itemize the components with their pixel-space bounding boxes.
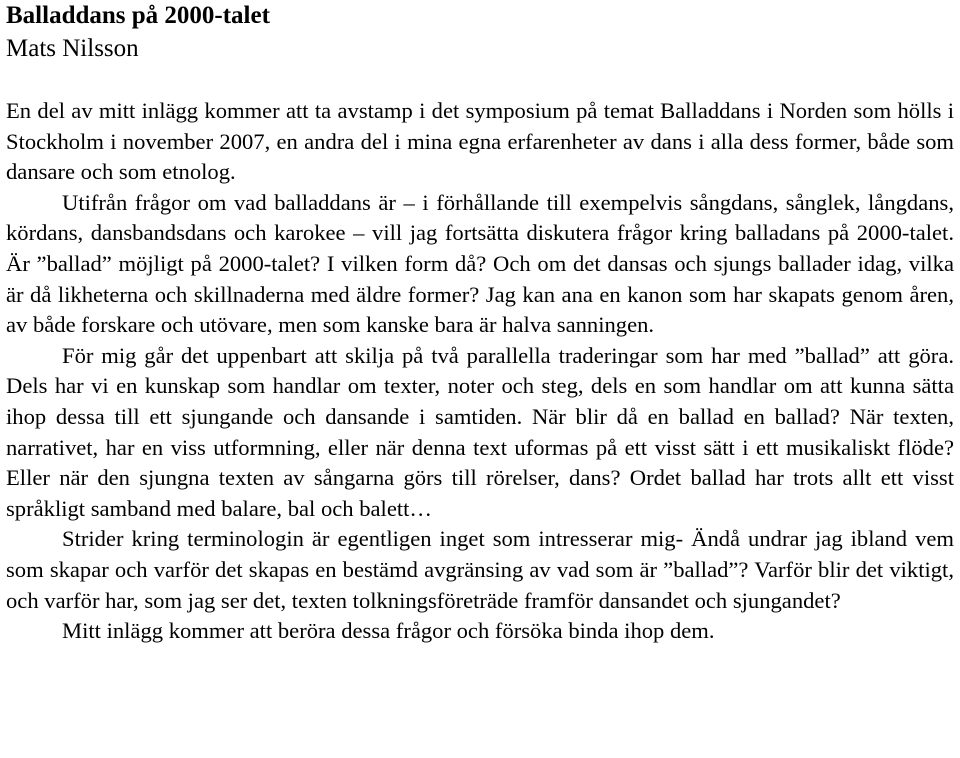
document-author: Mats Nilsson bbox=[6, 35, 139, 62]
document-title: Balladdans på 2000-talet bbox=[6, 2, 270, 29]
spacer bbox=[6, 67, 954, 96]
paragraph-5: Mitt inlägg kommer att beröra dessa frågor och försöka binda ihop dem. bbox=[62, 618, 715, 644]
paragraph-4: Strider kring terminologin är egentligen inget som intresserar mig- Ändå undrar jag ibland vem som skapar och varför det skapas en bestämd avgränsing av vad som är ”ballad”? Varför blir det viktigt, och varför har, som jag ser det, texten tolkningsföreträde framför dansandet och sjungandet? bbox=[6, 526, 954, 613]
document-body bbox=[6, 96, 954, 647]
paragraph-3: För mig går det uppenbart att skilja på två parallella traderingar som har med ”ballad” att göra. Dels har vi en kunskap som handlar om texter, noter och steg, dels en som handlar om att kunna sätta ihop dessa till ett sjungande och dansande i samtiden. När blir då en ballad en ballad? När texten, narrativet, har en viss utformning, eller när denna text uformas på ett visst sätt i ett musikaliskt flöde? Eller när den sjungna texten av sångarna görs till rörelser, dans? Ordet ballad har trots allt ett visst språkligt samband med balare, bal och balett… bbox=[6, 342, 954, 521]
paragraph-1: En del av mitt inlägg kommer att ta avstamp i det symposium på temat Balladdans i Norden som hölls i Stockholm i november 2007, en andra del i mina egna erfarenheter av dans i alla dess former, både som dansare och som etnolog. bbox=[6, 98, 954, 185]
paragraph-2: Utifrån frågor om vad balladdans är – i förhållande till exempelvis sångdans, sånglek, långdans, kördans, dansbandsdans och karokee – vill jag fortsätta diskutera frågor kring balladans på 2000-talet. Är ”ballad” möjligt på 2000-talet? I vilken form då? Och om det dansas och sjungs ballader idag, vilka är då likheterna och skillnaderna med äldre former? Jag kan ana en kanon som har skapats genom åren, av både forskare och utövare, men som kanske bara är halva sanningen. bbox=[6, 189, 954, 338]
